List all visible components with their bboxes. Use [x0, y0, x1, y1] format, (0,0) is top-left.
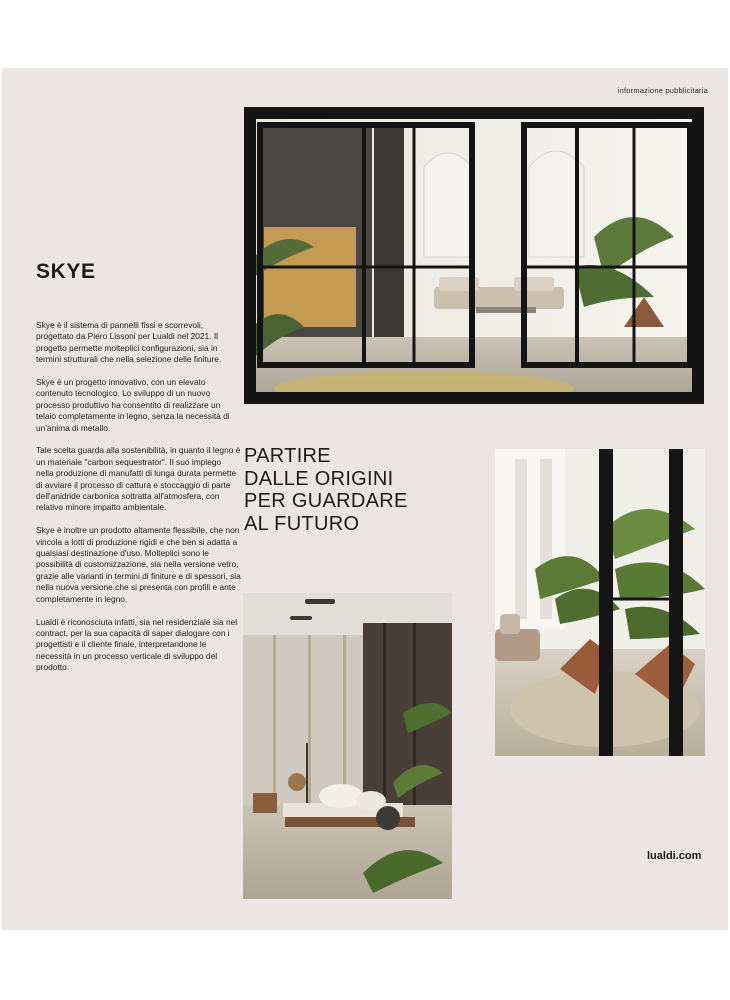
body-paragraph: Skye è il sistema di pannelli fissi e scorrevoli, progettato da Piero Lissoni per Lualdi nel 2021. Il progetto permette molteplici configurazioni, sia in termini strutturali che nella selezione delle finiture. [36, 320, 222, 365]
body-paragraph: Skye è un progetto innovativo, con un elevato contenuto tecnologico. Lo sviluppo di un nuovo processo produttivo ha consentito di realizzare un telaio completamente in legno, senza la necessità di un'anima di metallo. [36, 377, 230, 433]
headline-line: PARTIRE [244, 445, 331, 467]
photo-daybed-interior [243, 593, 452, 899]
photo-plants-and-profiles [495, 449, 705, 756]
magazine-page [2, 68, 728, 930]
website-link[interactable]: lualdi.com [647, 850, 702, 862]
headline-line: PER GUARDARE [244, 490, 408, 512]
body-paragraph: Lualdi è riconosciuta infatti, sia nel residenziale sia nel contract, per la sua capacità di saper dialogare con i progettisti e il cliente finale, interpretandone le necessità in un processo verticale di sviluppo del prodotto. [36, 616, 238, 673]
headline-line: DALLE ORIGINI [244, 467, 394, 490]
headline-line: AL FUTURO [244, 512, 360, 535]
advertorial-label: informazione pubblicitaria [617, 86, 708, 95]
photo-sliding-doors-living-room [244, 107, 704, 404]
headline [244, 445, 484, 535]
body-paragraph: Tale scelta guarda alla sostenibilità, in quanto il legno è un materiale "carbon sequestrator". Il suo impiego nella produzione di manufatti di lunga durata permette di avviare il processo di cattura e stoccaggio di parte dell'anidride carbonica sottratta all'atmosfera, con relativo minore impatto ambientale. [36, 445, 241, 513]
article-title: SKYE [36, 260, 96, 283]
article-body [36, 320, 241, 685]
body-paragraph: Skye è inoltre un prodotto altamente flessibile, che non vincola a lotti di produzione rigidi e che ben si adatta a qualsiasi destinazione d'uso. Molteplici sono le possibilità di customizzazione, sia nella versione vetro, grazie alle varianti in termini di finiture e di spessori, sia nella nuova versione che si presenta con profili e ante completamente in legno. [36, 525, 241, 604]
